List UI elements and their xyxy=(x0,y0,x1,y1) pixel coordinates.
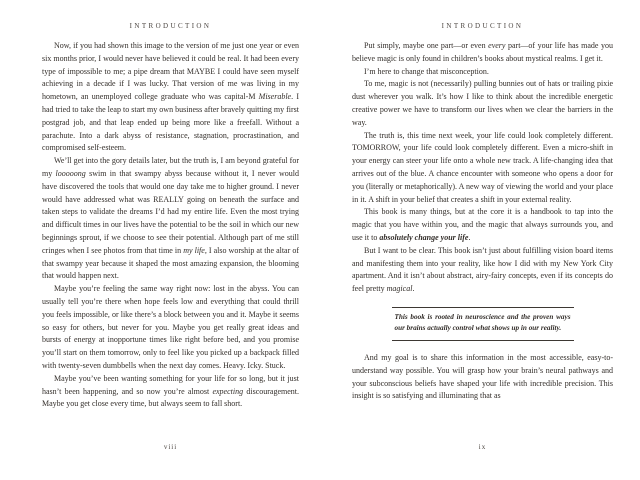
paragraph: Maybe you’ve been wanting something for your life for so long, but it just hasn’t been happening, and so now you’re almost expecting discouragement. Maybe you get close every time, but always seem to fall short. xyxy=(42,373,299,409)
paragraph: We’ll get into the gory details later, but the truth is, I am beyond grateful for my looooong swim in that swampy abyss because without it, I never would have discovered the tools that would one day take me to higher ground. I never would have addressed what was REALLY going on beneath the surface and taken steps to validate the dreams I’d had my entire life. Even the most trying and difficult times in our lives have the potential to be the soil in which our new beginnings sprout, if we choose to see their potential. Although part of me still cringes when I see photos from that time in my life, I also worship at the altar of that swampy year because it shaped the most amazing expansion, the blooming that would happen next. xyxy=(42,156,299,281)
left-running-head: INTRODUCTION xyxy=(129,22,212,30)
paragraph: This book is many things, but at the core it is a handbook to tap into the magic that you have within you, and the magic that always surrounds you, and use it to absolutely change your life. xyxy=(352,207,613,242)
pull-quote: This book is rooted in neuroscience and the proven ways our brains actually control what shows up in our reality. xyxy=(392,307,574,341)
paragraph: I’m here to change that misconception. xyxy=(364,66,489,76)
right-page-body xyxy=(352,40,613,440)
paragraph: Maybe you’re feeling the same way right now: lost in the abyss. You can usually tell you’re there when hope feels low and everything that could thrill you feels impossible, or like there’s a block between you and it. Maybe it seems so easy for others, but never for you. Maybe you get really great ideas and bursts of energy at inopportune times like right before bed, and you promise you’ll start on them tomorrow, only to feel like you picked up a backpack filled with twenty-seven dumbbells when the next day comes. Heavy. Icky. Stuck. xyxy=(42,284,299,370)
right-paragraphs-bottom xyxy=(352,352,613,403)
right-paragraphs-top xyxy=(352,40,613,296)
right-running-head: INTRODUCTION xyxy=(441,22,524,30)
paragraph: Now, if you had shown this image to the version of me just one year or even six months prior, I would never have believed it could be real. It had been every type of impossible to me; a pipe dream that MAYBE I could have seen myself achieving in a decade if I was lucky. That version of me was living in my hometown, an unemployed college graduate who was capital-M Miserable. I had tried to take the leap to start my own business after bravely quitting my first postgrad job, and that leap ended up being more like a freefall. Without a parachute. Into a dark abyss of resistance, stagnation, procrastination, and compromised self-esteem. xyxy=(42,41,299,153)
left-page-body xyxy=(42,40,299,440)
paragraph: But I want to be clear. This book isn’t just about fulfilling vision board items and manifesting them into your reality, like how I did with my New York City apartment. And it isn’t about abstract, airy-fairy concepts, even if its concepts do feel pretty magical. xyxy=(352,245,613,294)
left-page xyxy=(42,0,299,480)
left-page-number: viii xyxy=(163,443,178,451)
paragraph: Put simply, maybe one part—or even every part—of your life has made you believe magic is only found in children’s books about mystical realms. I get it. xyxy=(352,41,613,63)
paragraph: To me, magic is not (necessarily) pulling bunnies out of hats or trailing pixie dust wherever you walk. It’s how I like to think about the incredible energetic creative power we have to transform our lives when we clear the barriers in the way. xyxy=(352,79,613,127)
paragraph: And my goal is to share this information in the most accessible, easy-to-understand way possible. You will grasp how your brain’s neural pathways and your subconscious beliefs have shaped your life with incredible precision. This insight is so satisfying and illuminating that as xyxy=(352,352,613,401)
paragraph: The truth is, this time next week, your life could look completely different. TOMORROW, your life could look completely different. Even a micro-shift in your energy can steer your life onto a whole new track. A life-changing idea that arrives out of the blue. A chance encounter with someone who opens a door for you (literally or metaphorically). A new way of viewing the world and your place in it. A shift in your belief that creates a shift in your external reality. xyxy=(352,130,613,204)
right-page-number: ix xyxy=(478,443,487,451)
right-page xyxy=(352,0,613,480)
